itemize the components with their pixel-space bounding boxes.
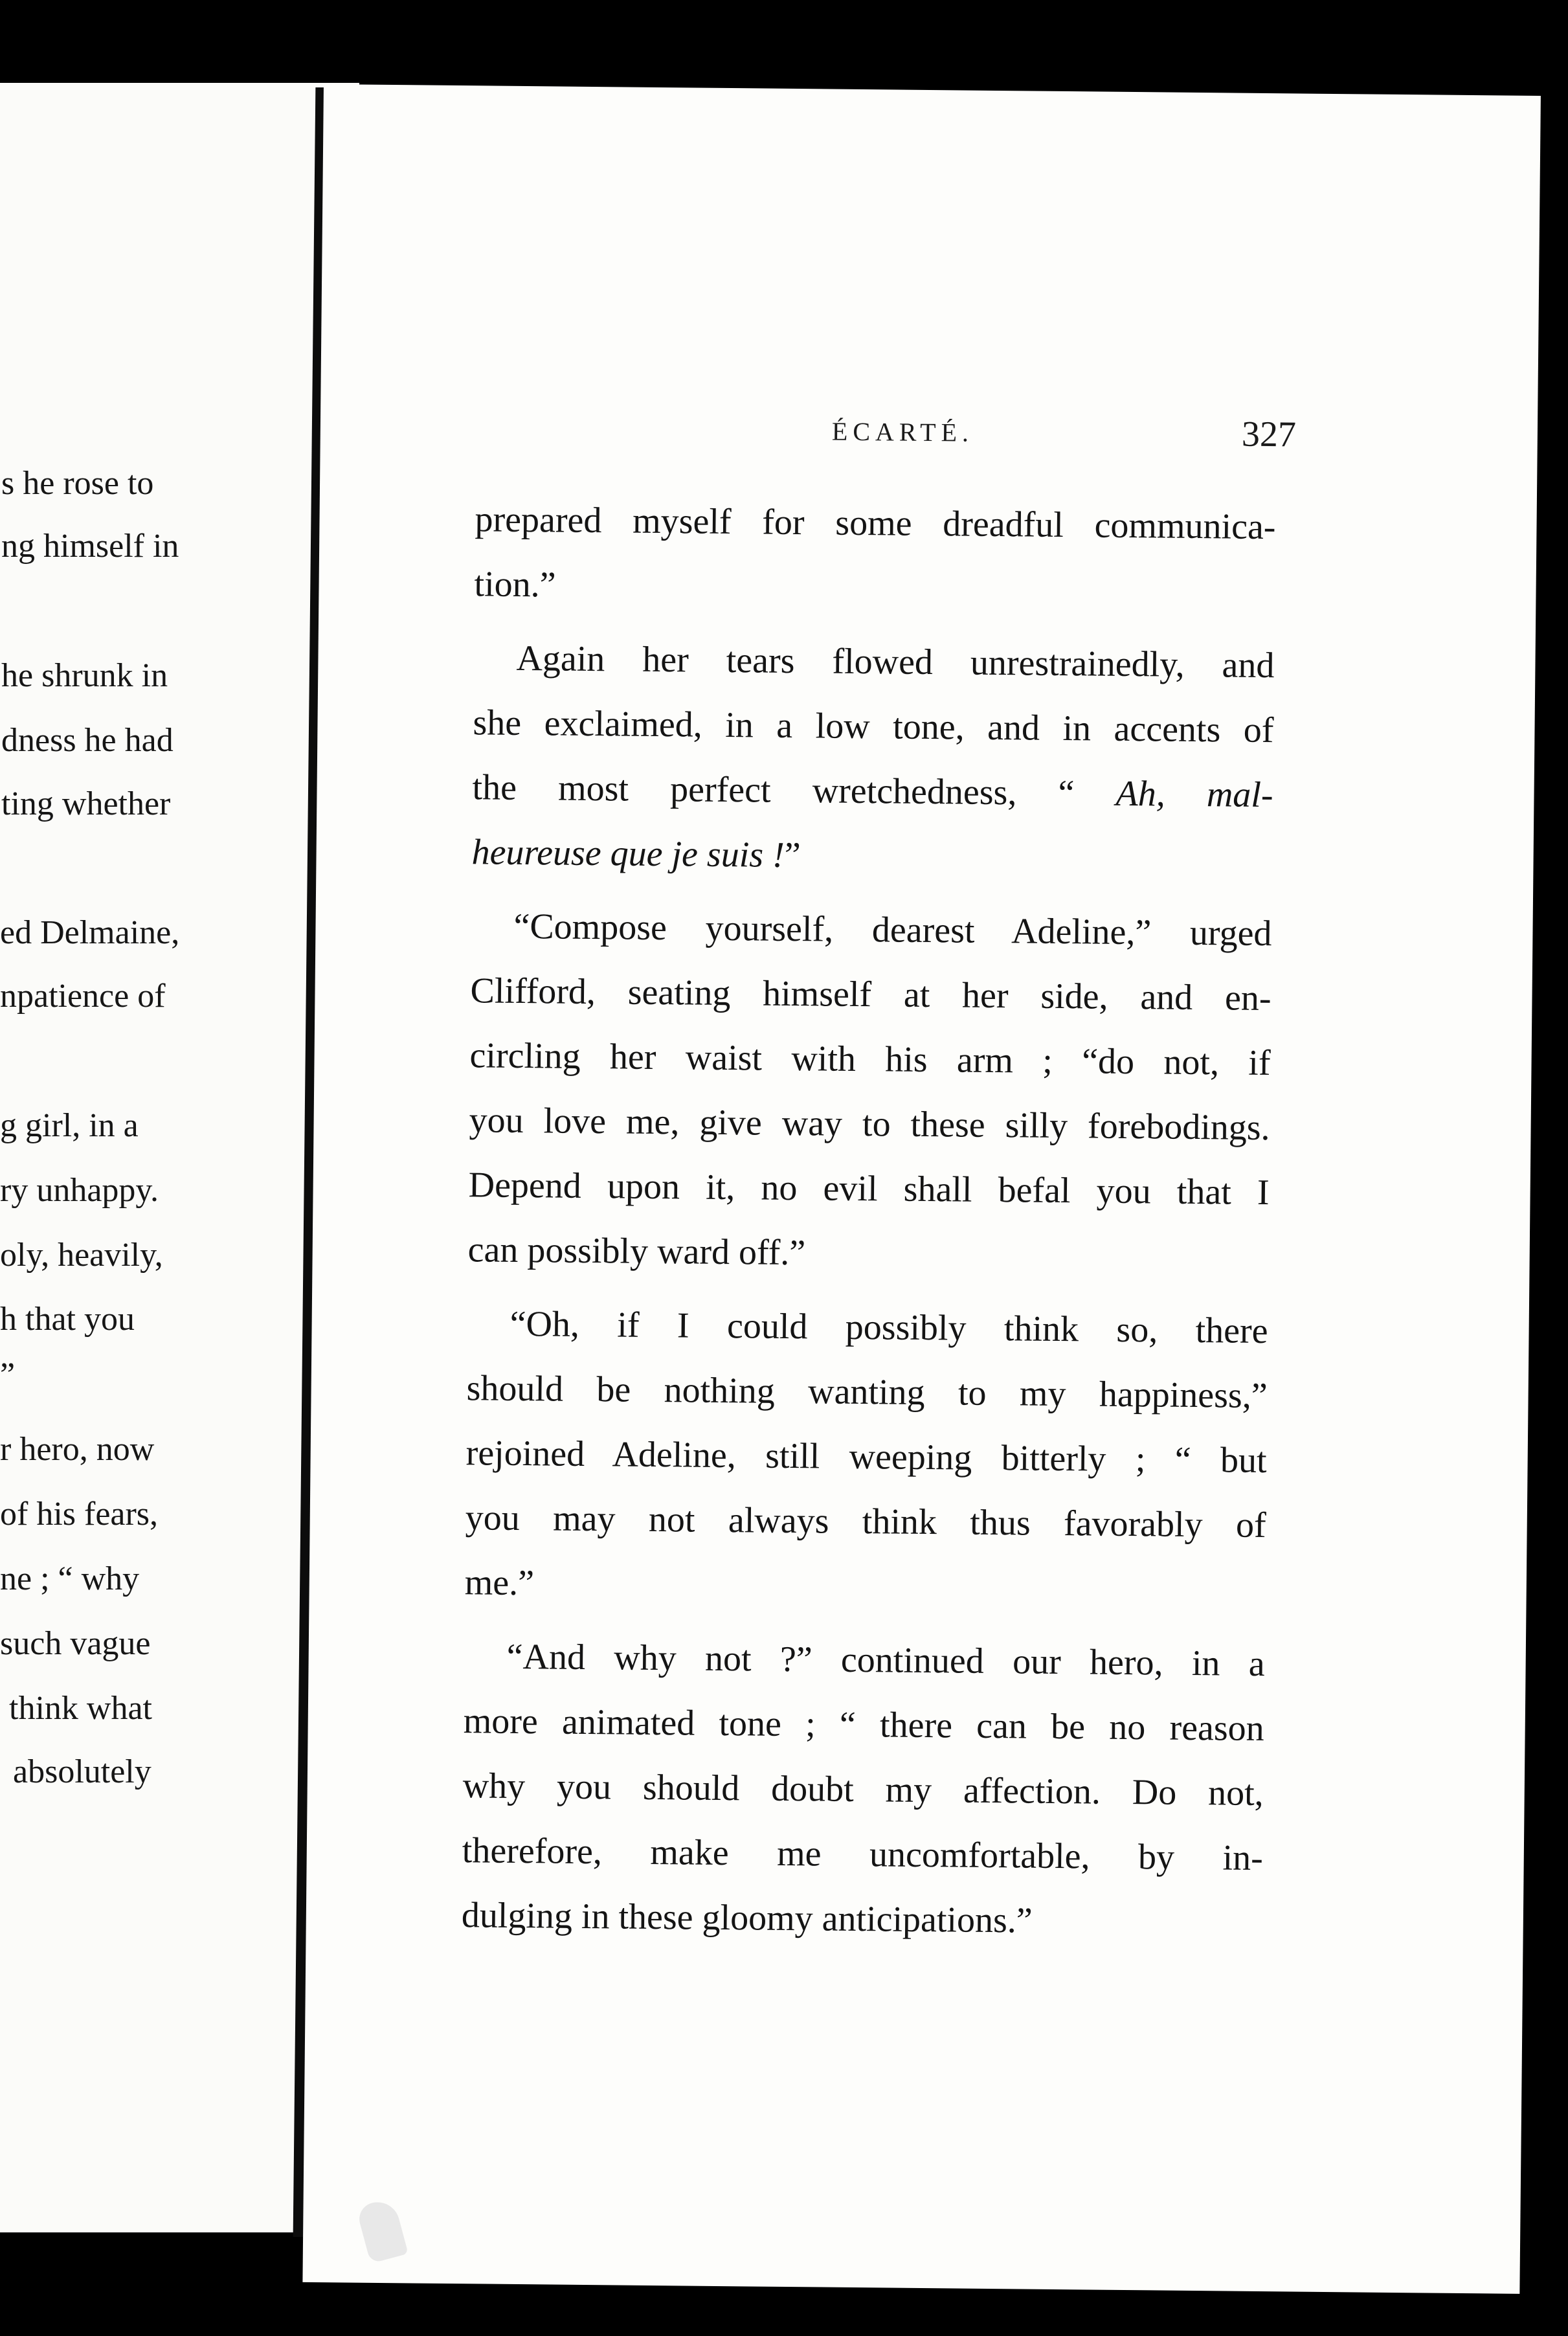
left-fragment: npatience of xyxy=(0,978,166,1015)
left-fragment: ” xyxy=(0,1356,16,1393)
page-number: 327 xyxy=(1241,414,1297,455)
running-title: ÉCARTÉ. xyxy=(831,416,974,447)
text-line: “Oh, if I could possibly think so, there xyxy=(510,1303,1268,1352)
left-fragment: dness he had xyxy=(1,722,174,759)
left-fragment: he shrunk in xyxy=(1,657,168,694)
left-fragment: oly, heavily, xyxy=(0,1237,163,1274)
left-fragment: ting whether xyxy=(1,785,171,822)
left-fragment: absolutely xyxy=(13,1753,151,1790)
italic-french-phrase: heureuse que je suis ! xyxy=(471,832,785,875)
text-line: you may not always think thus favorably of xyxy=(465,1498,1266,1546)
closing-quote: ” xyxy=(784,835,801,876)
italic-french-phrase: Ah, mal- xyxy=(1115,773,1273,816)
left-fragment: such vague xyxy=(0,1625,151,1662)
text-run: the most perfect wretchedness, “ xyxy=(472,767,1116,814)
text-line: prepared myself for some dreadful communica- xyxy=(475,499,1276,548)
text-line: tion.” xyxy=(474,564,556,605)
text-line: therefore, make me uncomfortable, by in- xyxy=(462,1830,1264,1879)
left-fragment: r hero, now xyxy=(0,1431,155,1468)
text-line: “And why not ?” continued our hero, in a xyxy=(506,1636,1265,1685)
text-line: she exclaimed, in a low tone, and in accents of xyxy=(473,702,1274,751)
text-line: me.” xyxy=(464,1562,535,1604)
text-line: should be nothing wanting to my happiness,” xyxy=(466,1368,1268,1417)
text-line xyxy=(472,755,1273,827)
text-line: can possibly ward off.” xyxy=(467,1230,806,1274)
text-line: you love me, give way to these silly forebodings. xyxy=(469,1100,1270,1149)
text-line: “Compose yourself, dearest Adeline,” urged xyxy=(513,906,1272,954)
left-fragment: ry unhappy. xyxy=(0,1172,159,1209)
left-fragment: ed Delmaine, xyxy=(0,914,180,951)
left-fragment: s he rose to xyxy=(1,465,154,502)
left-fragment: ne ; “ why xyxy=(0,1560,140,1597)
text-line: more animated tone ; “ there can be no reason xyxy=(463,1701,1264,1749)
text-line: rejoined Adeline, still weeping bitterly ; “ but xyxy=(465,1433,1267,1481)
text-line: why you should doubt my affection. Do not, xyxy=(462,1766,1264,1814)
left-fragment: think what xyxy=(9,1690,152,1727)
left-fragment: h that you xyxy=(0,1301,135,1338)
left-fragment: ng himself in xyxy=(1,528,179,565)
text-line xyxy=(471,820,1273,892)
body-text xyxy=(461,487,1276,1955)
text-line: Again her tears flowed unrestrainedly, and xyxy=(516,638,1275,686)
text-line: Depend upon it, no evil shall befal you that I xyxy=(468,1165,1270,1213)
text-line: circling her waist with his arm ; “do not, if xyxy=(469,1035,1271,1084)
text-line: Clifford, seating himself at her side, and en- xyxy=(470,971,1271,1019)
text-line: dulging in these gloomy anticipations.” xyxy=(461,1895,1033,1941)
page-327 xyxy=(302,84,1541,2294)
left-fragment: g girl, in a xyxy=(0,1107,139,1144)
left-fragment: of his fears, xyxy=(0,1496,159,1533)
